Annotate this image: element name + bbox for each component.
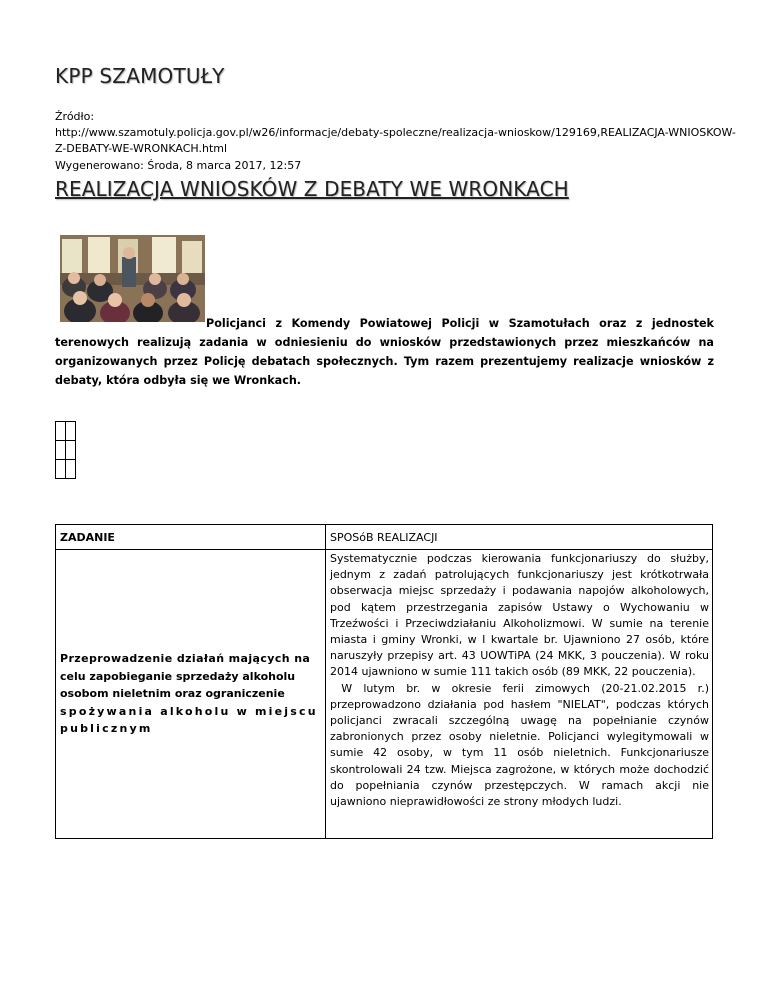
empty-mini-table (55, 421, 76, 479)
article-lead-text: Policjanci z Komendy Powiatowej Policji w Szamotułach oraz z jednostek terenowych realizują zadania w odniesieniu do wniosków przedstawionych przez mieszkańców na organizowanych przez Policję debatach społecznych. Tym razem prezentujemy realizacje wniosków z debaty, która odbyła się we Wronkach. (55, 317, 714, 387)
header-method: SPOSóB REALIZACJI (326, 525, 713, 550)
method-paragraph-2: W lutym br. w okresie ferii zimowych (20-21.02.2015 r.) przeprowadzono działania pod hasłem "NIELAT", podczas których policjanci zwracali szczególną uwagę na popełnianie czynów zabronionych przez osoby nieletnie. Policjanci wylegitymowali w sumie 42 osoby, w tym 11 osób nieletnich. Funkcjonariusze skontrolowali 24 tzw. Miejsca zagrożone, w których może dochodzić do popełniania czynów przestępczych. W ramach akcji nie ujawniono nieprawidłowości ze strony młodych ludzi. (330, 681, 713, 809)
task-line: spożywania alkoholu w miejscu (60, 704, 318, 718)
mini-table-cell (56, 460, 66, 479)
table-header-row (56, 525, 713, 550)
mini-table-cell (56, 441, 66, 460)
source-url-line-2[interactable]: Z-DEBATY-WE-WRONKACH.html (55, 142, 228, 156)
task-line: osobom nieletnim oraz ograniczenie (60, 687, 285, 701)
site-title: KPP SZAMOTUŁY (55, 64, 225, 88)
mini-table-cell (66, 441, 76, 460)
tasks-table (55, 524, 713, 839)
table-row (56, 550, 713, 839)
article-lead (55, 314, 714, 390)
mini-table-cell (56, 422, 66, 441)
article-title: REALIZACJA WNIOSKÓW Z DEBATY WE WRONKACH (55, 177, 569, 201)
task-line: Przeprowadzenie działań mających na (60, 652, 311, 666)
mini-table-cell (66, 422, 76, 441)
task-line: celu zapobieganie sprzedaży alkoholu (60, 669, 296, 683)
mini-table-cell (66, 460, 76, 479)
task-line: publicznym (60, 722, 153, 736)
document-meta (55, 109, 736, 174)
generated-date: Wygenerowano: Środa, 8 marca 2017, 12:57 (55, 158, 302, 172)
method-paragraph-1: Systematycznie podczas kierowania funkcjonariuszy do służby, jednym z zadań patrolujących funkcjonariuszy jest krótkotrwała obserwacja miejsc sprzedaży i podawania napojów alkoholowych, pod kątem przestrzegania zapisów Ustawy o Wychowaniu w Trzeźwości i Przeciwdziałaniu Alkoholizmowi. W sumie na terenie miasta i gminy Wronki, w I kwartale br. Ujawniono 27 osób, które naruszyły przepisy art. 43 UOWTiPA (24 MKK, 3 pouczenia). W roku 2014 ujawniono w sumie 111 takich osób (89 MKK, 22 pouczenia). (330, 552, 709, 679)
header-task: ZADANIE (56, 525, 326, 550)
source-url-line-1[interactable]: http://www.szamotuly.policja.gov.pl/w26/informacje/debaty-spoleczne/realizacja-wnioskow/129169,REALIZACJA-WNIOSKOW- (55, 126, 736, 140)
debate-photo (60, 235, 205, 322)
task-description (56, 550, 326, 839)
source-label: Źródło: (55, 110, 95, 123)
method-description (326, 550, 713, 839)
